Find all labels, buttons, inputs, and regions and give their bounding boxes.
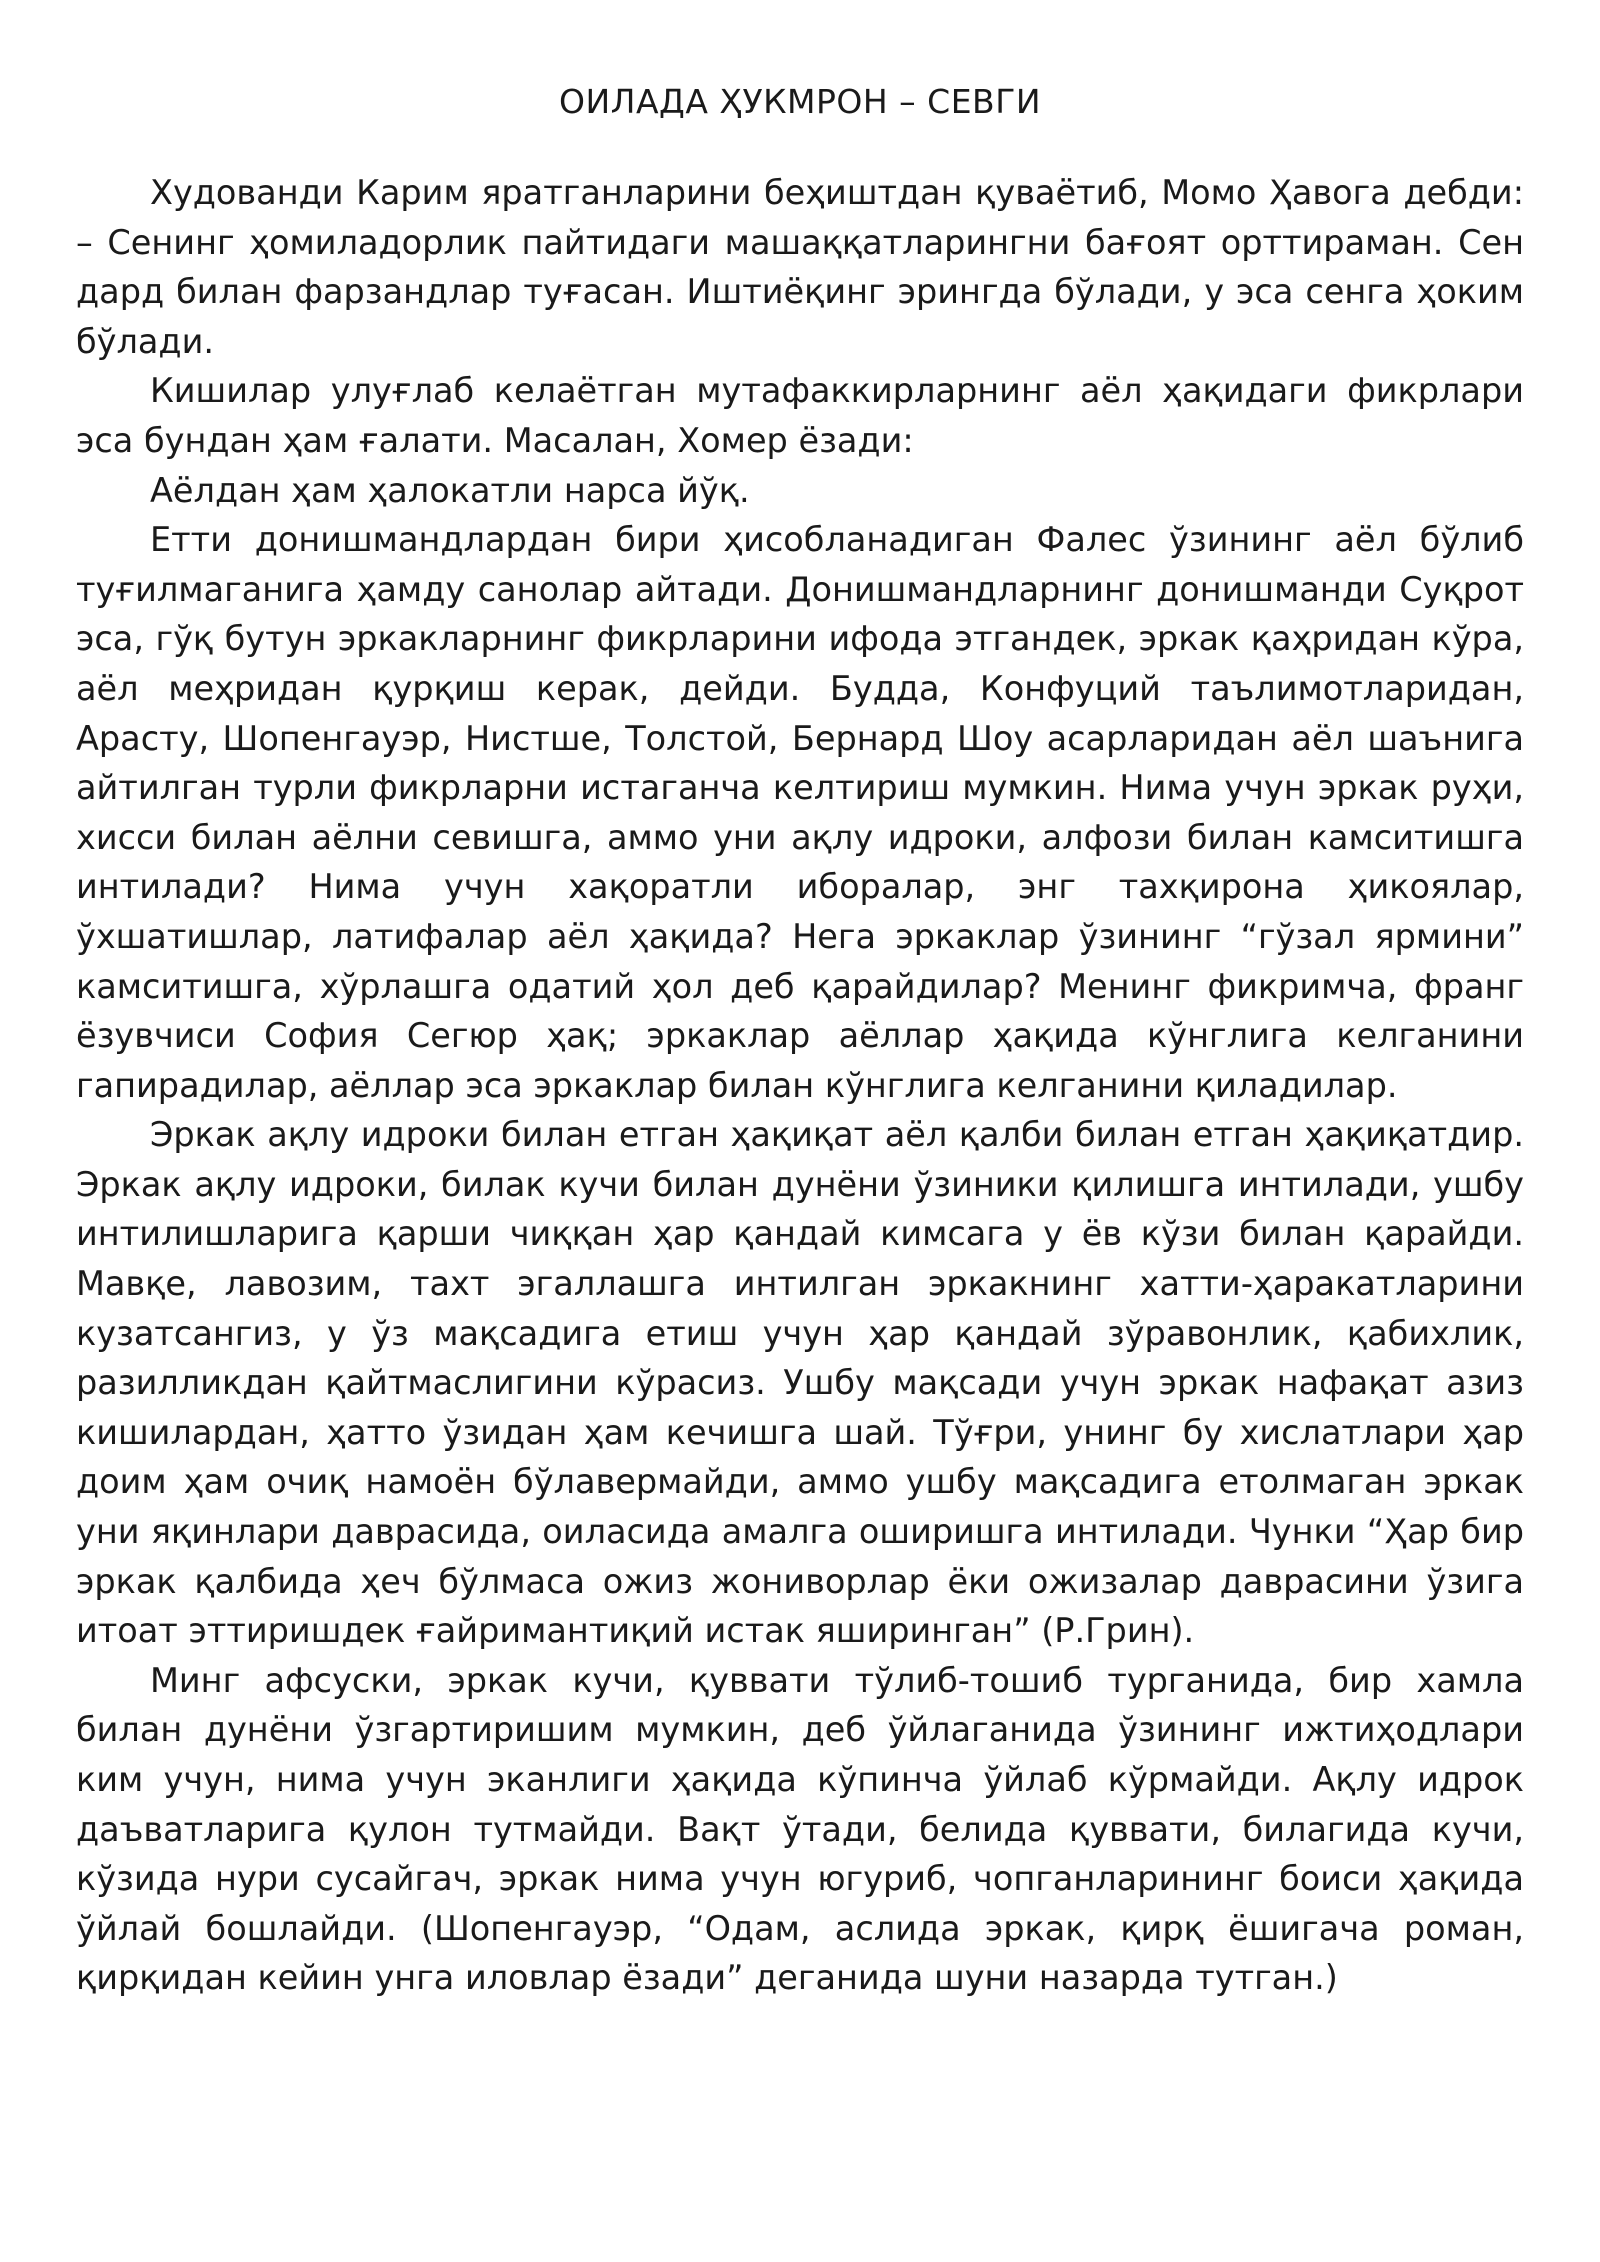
document-body [76,168,1524,2003]
paragraph: Аёлдан ҳам ҳалокатли нарса йўқ. [150,470,750,510]
paragraph: Етти донишмандлардан бири ҳисобланадиган Фалес ўзининг аёл бўлиб туғилмаганига ҳамду санолар айтади. Донишмандларнинг донишманди Суқрот эса, гўқ бутун эркакларнинг фикрларини ифода этгандек, эркак қаҳридан кўра, аёл меҳридан қурқиш керак, дейди. Будда, Конфуций таълимотларидан, Арасту, Шопенгауэр, Нистше, Толстой, Бернард Шоу асарларидан аёл шаънига айтилган турли фикрларни истаганча келтириш мумкин. Нима учун эркак руҳи, хисси билан аёлни севишга, аммо уни ақлу идроки, алфози билан камситишга интилади? Нима учун хақоратли иборалар, энг тахқирона ҳикоялар, ўхшатишлар, латифалар аёл ҳақида? Нега эркаклар ўзининг “гўзал ярмини” камситишга, хўрлашга одатий ҳол деб қарайдилар? Менинг фикримча, франг ёзувчиси София Сегюр ҳақ; эркаклар аёллар ҳақида кўнглига келганини гапирадилар, аёллар эса эркаклар билан кўнглига келганини қиладилар. [76,520,1524,1105]
paragraph: Худованди Карим яратганларини беҳиштдан қуваётиб, Момо Ҳавога дебди: – Сенинг ҳомиладорлик пайтидаги машаққатларингни бағоят орттираман. Сен дард билан фарзандлар туғасан. Иштиёқинг эрингда бўлади, у эса сенга ҳоким бўлади. [76,173,1524,361]
paragraph: Эркак ақлу идроки билан етган ҳақиқат аёл қалби билан етган ҳақиқатдир. Эркак ақлу идроки, билак кучи билан дунёни ўзиники қилишга интилади, ушбу интилишларига қарши чиққан ҳар қандай кимсага у ёв кўзи билан қарайди. Мавқе, лавозим, тахт эгаллашга интилган эркакнинг хатти-ҳаракатларини кузатсангиз, у ўз мақсадига етиш учун ҳар қандай зўравонлик, қабихлик, разилликдан қайтмаслигини кўрасиз. Ушбу мақсади учун эркак нафақат азиз кишилардан, ҳатто ўзидан ҳам кечишга шай. Тўғри, унинг бу хислатлари ҳар доим ҳам очиқ намоён бўлавермайди, аммо ушбу мақсадига етолмаган эркак уни яқинлари даврасида, оиласида амалга оширишга интилади. Чунки “Ҳар бир эркак қалбида ҳеч бўлмаса ожиз жониворлар ёки ожизалар даврасини ўзига итоат эттиришдек ғайримантиқий истак яширинган” (Р.Грин). [76,1115,1524,1651]
page-title: ОИЛАДА ҲУКМРОН – СЕВГИ [558,82,1042,121]
paragraph: Кишилар улуғлаб келаётган мутафаккирларнинг аёл ҳақидаги фикрлари эса бундан ҳам ғалати. Масалан, Хомер ёзади: [76,371,1524,460]
paragraph: Минг афсуски, эркак кучи, қуввати тўлиб-тошиб турганида, бир хамла билан дунёни ўзгартиришим мумкин, деб ўйлаганида ўзининг ижтиҳодлари ким учун, нима учун эканлиги ҳақида кўпинча ўйлаб кўрмайди. Ақлу идрок даъватларига қулон тутмайди. Вақт ўтади, белида қуввати, билагида кучи, кўзида нури сусайгач, эркак нима учун югуриб, чопганларининг боиси ҳақида ўйлай бошлайди. (Шопенгауэр, “Одам, аслида эркак, қирқ ёшигача роман, қирқидан кейин унга иловлар ёзади” деганида шуни назарда тутган.) [76,1660,1524,1998]
